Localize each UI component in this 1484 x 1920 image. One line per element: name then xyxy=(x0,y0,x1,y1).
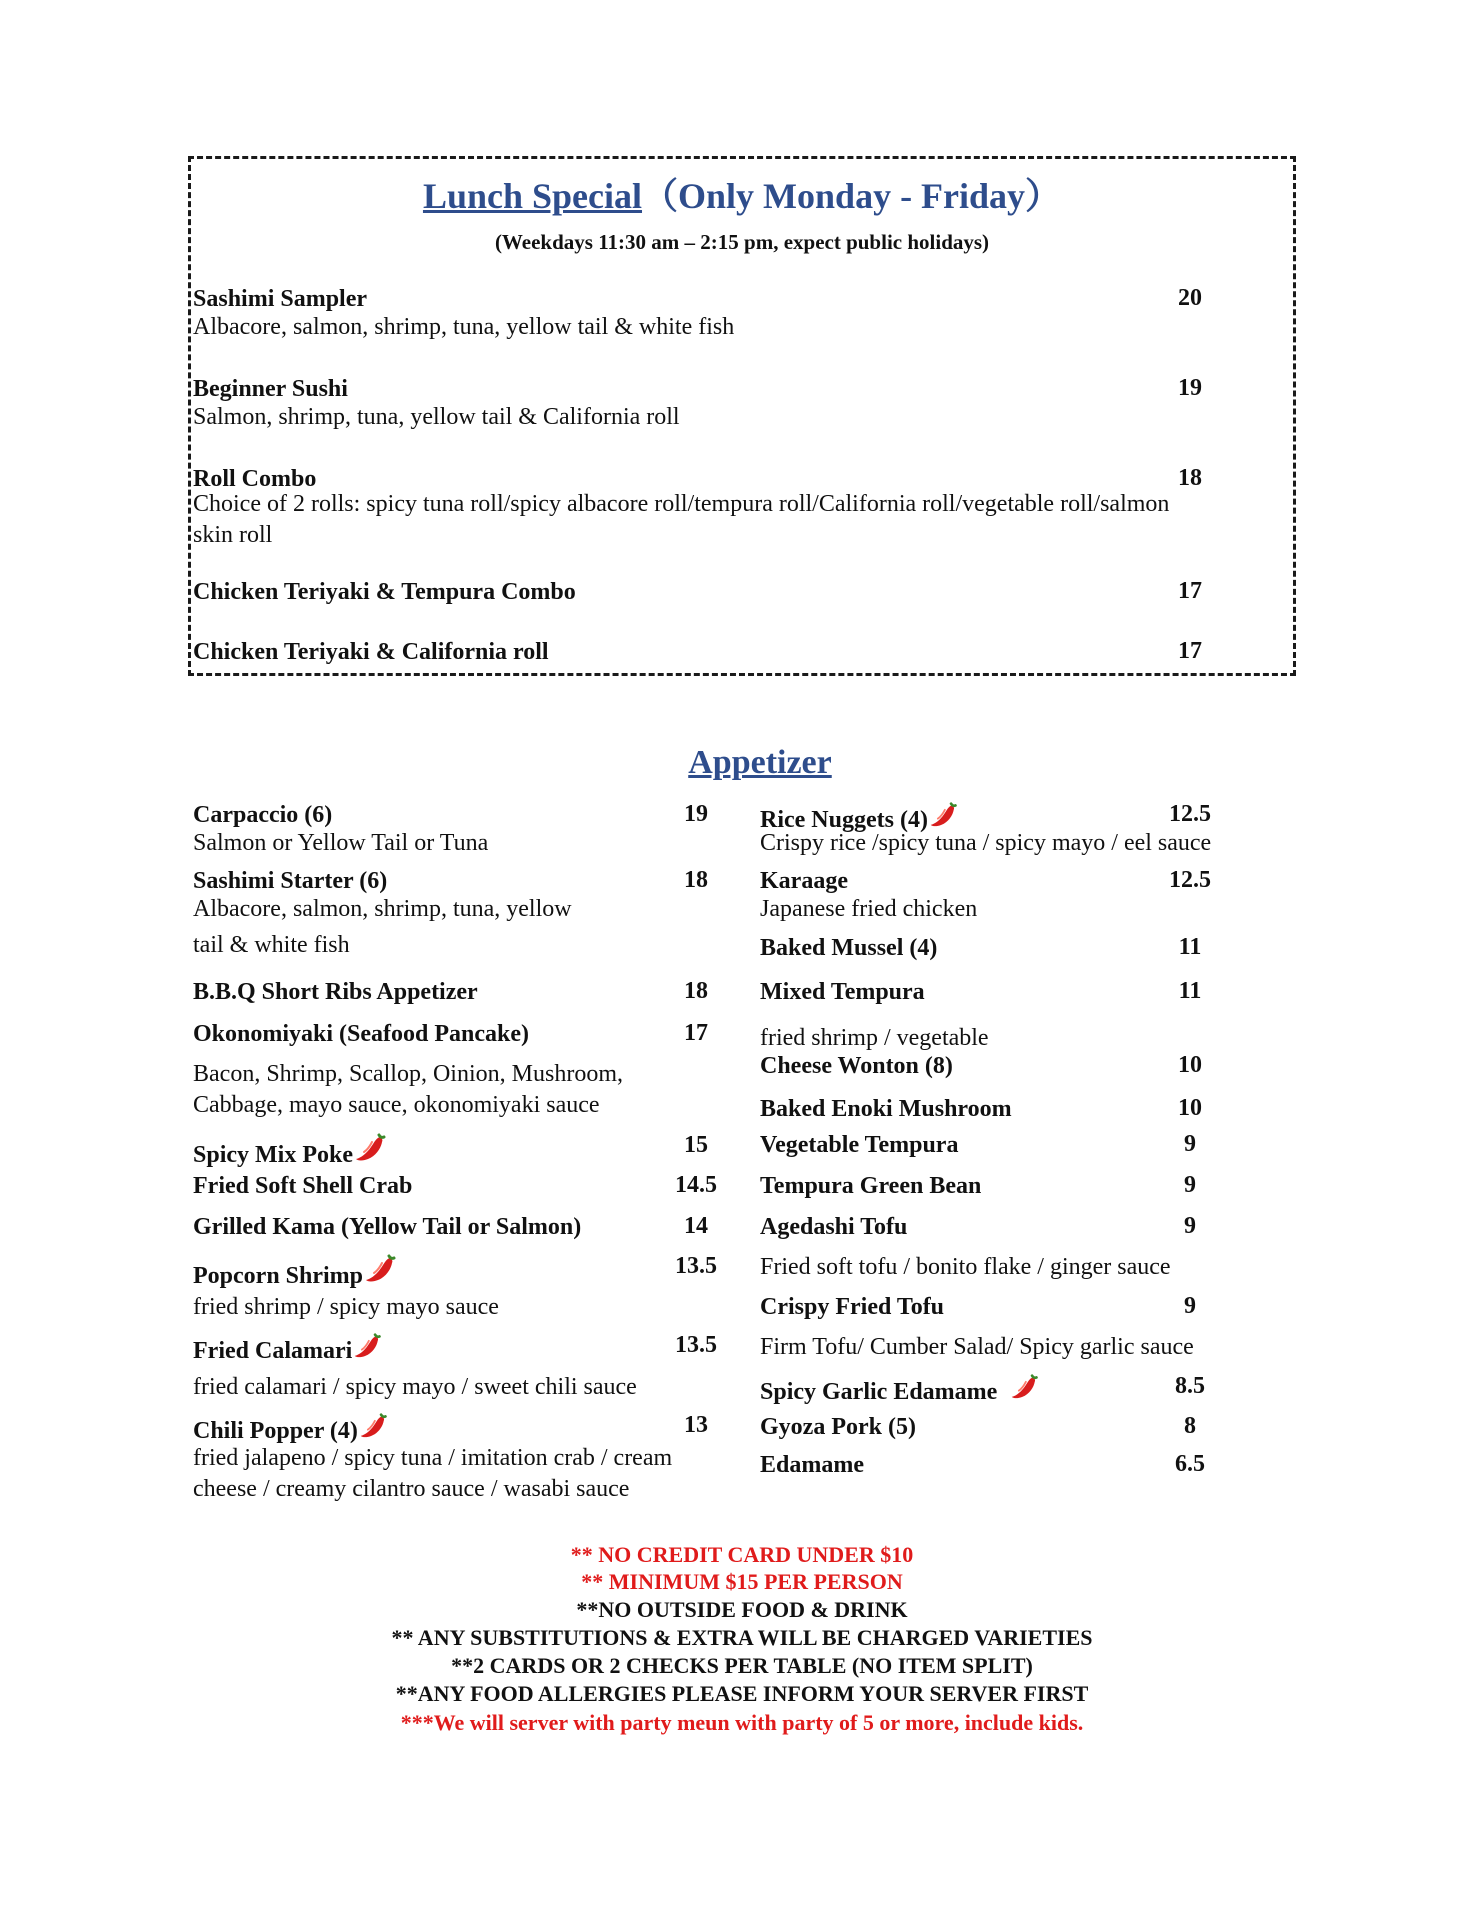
menu-item-name: Baked Mussel (4) xyxy=(760,935,938,961)
menu-item-name: Baked Enoki Mushroom xyxy=(760,1096,1012,1122)
policy-note: ***We will server with party meun with party of 5 or more, include kids. xyxy=(400,1710,1084,1735)
lunch-item-name: Beginner Sushi xyxy=(193,376,348,402)
menu-item-name: Fried Soft Shell Crab xyxy=(193,1173,413,1199)
lunch-item-desc: Choice of 2 rolls: spicy tuna roll/spicy albacore roll/tempura roll/California roll/vegetable roll/salmon xyxy=(193,491,1170,517)
menu-item-desc: Firm Tofu/ Cumber Salad/ Spicy garlic sauce xyxy=(760,1334,1194,1360)
lunch-item-name: Roll Combo xyxy=(193,466,317,492)
menu-item-price: 14 xyxy=(684,1213,708,1239)
lunch-item-desc: Albacore, salmon, shrimp, tuna, yellow tail & white fish xyxy=(193,314,735,340)
lunch-special-title: Lunch Special（Only Monday - Friday） xyxy=(422,176,1062,216)
chili-pepper-icon xyxy=(353,1332,383,1362)
menu-item-name: Fried Calamari xyxy=(193,1332,383,1365)
menu-item-name: Crispy Fried Tofu xyxy=(760,1294,945,1320)
lunch-item-price: 18 xyxy=(1178,465,1202,491)
chili-pepper-icon xyxy=(1010,1373,1040,1403)
menu-item-price: 12.5 xyxy=(1169,867,1211,893)
menu-item-name: B.B.Q Short Ribs Appetizer xyxy=(193,979,478,1005)
menu-item-name: Carpaccio (6) xyxy=(193,802,333,828)
menu-item-desc: Salmon or Yellow Tail or Tuna xyxy=(193,830,489,856)
menu-item-desc: Crispy rice /spicy tuna / spicy mayo / eel sauce xyxy=(760,830,1212,856)
lunch-item-price: 17 xyxy=(1178,578,1202,604)
menu-item-price: 8 xyxy=(1184,1413,1196,1439)
menu-item-price: 9 xyxy=(1184,1293,1196,1319)
lunch-item-price: 20 xyxy=(1178,285,1202,311)
policy-note: ** NO CREDIT CARD UNDER $10 xyxy=(570,1542,914,1567)
menu-item-name: Spicy Garlic Edamame xyxy=(760,1373,1040,1406)
menu-item-name: Popcorn Shrimp xyxy=(193,1253,398,1290)
menu-item-price: 13.5 xyxy=(675,1253,717,1279)
lunch-item-price: 17 xyxy=(1178,638,1202,664)
menu-item-price: 9 xyxy=(1184,1131,1196,1157)
chili-pepper-icon xyxy=(364,1253,398,1287)
menu-item-name: Sashimi Starter (6) xyxy=(193,868,388,894)
lunch-item-name: Chicken Teriyaki & California roll xyxy=(193,639,549,665)
menu-item-name: Rice Nuggets (4) xyxy=(760,801,959,834)
menu-item-desc: Albacore, salmon, shrimp, tuna, yellow xyxy=(193,896,572,922)
menu-item-desc: tail & white fish xyxy=(193,932,350,958)
menu-item-price: 14.5 xyxy=(675,1172,717,1198)
menu-item-name: Grilled Kama (Yellow Tail or Salmon) xyxy=(193,1214,582,1240)
lunch-item-name: Chicken Teriyaki & Tempura Combo xyxy=(193,579,576,605)
menu-item-price: 9 xyxy=(1184,1172,1196,1198)
menu-item-price: 18 xyxy=(684,978,708,1004)
chili-pepper-icon xyxy=(359,1412,389,1442)
menu-item-price: 15 xyxy=(684,1132,708,1158)
menu-item-desc: Bacon, Shrimp, Scallop, Oinion, Mushroom, xyxy=(193,1061,623,1087)
chili-pepper-icon xyxy=(354,1132,388,1166)
lunch-item-desc: Salmon, shrimp, tuna, yellow tail & California roll xyxy=(193,404,680,430)
menu-item-price: 13 xyxy=(684,1412,708,1438)
menu-item-name: Agedashi Tofu xyxy=(760,1214,908,1240)
lunch-special-hours: (Weekdays 11:30 am – 2:15 pm, expect public holidays) xyxy=(494,230,990,254)
menu-item-price: 9 xyxy=(1184,1213,1196,1239)
menu-item-name: Chili Popper (4) xyxy=(193,1412,389,1445)
menu-item-price: 17 xyxy=(684,1020,708,1046)
menu-item-price: 10 xyxy=(1178,1095,1202,1121)
menu-item-price: 11 xyxy=(1178,934,1202,960)
menu-item-desc: fried shrimp / spicy mayo sauce xyxy=(193,1294,499,1320)
policy-note: ** MINIMUM $15 PER PERSON xyxy=(581,1569,903,1594)
lunch-item-name: Sashimi Sampler xyxy=(193,286,368,312)
menu-item-desc: fried shrimp / vegetable xyxy=(760,1025,989,1051)
menu-item-desc: fried jalapeno / spicy tuna / imitation crab / cream xyxy=(193,1445,673,1471)
policy-note: **NO OUTSIDE FOOD & DRINK xyxy=(576,1597,908,1622)
policy-note: **2 CARDS OR 2 CHECKS PER TABLE (NO ITEM SPLIT) xyxy=(451,1653,1033,1678)
menu-item-name: Tempura Green Bean xyxy=(760,1173,982,1199)
menu-item-desc: Japanese fried chicken xyxy=(760,896,978,922)
menu-item-desc: Fried soft tofu / bonito flake / ginger sauce xyxy=(760,1254,1171,1280)
menu-item-name: Gyoza Pork (5) xyxy=(760,1414,916,1440)
menu-item-name: Okonomiyaki (Seafood Pancake) xyxy=(193,1021,530,1047)
menu-item-price: 19 xyxy=(684,801,708,827)
menu-item-name: Edamame xyxy=(760,1452,864,1478)
lunch-item-desc: skin roll xyxy=(193,522,273,548)
menu-item-price: 13.5 xyxy=(675,1332,717,1358)
menu-item-name: Mixed Tempura xyxy=(760,979,925,1005)
policy-note: **ANY FOOD ALLERGIES PLEASE INFORM YOUR SERVER FIRST xyxy=(395,1681,1089,1706)
menu-item-desc: cheese / creamy cilantro sauce / wasabi sauce xyxy=(193,1476,630,1502)
menu-item-name: Vegetable Tempura xyxy=(760,1132,959,1158)
menu-item-price: 11 xyxy=(1178,978,1202,1004)
lunch-item-price: 19 xyxy=(1178,375,1202,401)
appetizer-title: Appetizer xyxy=(688,744,832,781)
menu-item-name: Cheese Wonton (8) xyxy=(760,1053,953,1079)
menu-item-price: 8.5 xyxy=(1175,1373,1205,1399)
menu-item-desc: Cabbage, mayo sauce, okonomiyaki sauce xyxy=(193,1092,600,1118)
menu-item-price: 10 xyxy=(1178,1052,1202,1078)
menu-item-price: 12.5 xyxy=(1169,801,1211,827)
menu-item-price: 18 xyxy=(684,867,708,893)
menu-item-price: 6.5 xyxy=(1175,1451,1205,1477)
menu-item-desc: fried calamari / spicy mayo / sweet chili sauce xyxy=(193,1374,637,1400)
policy-note: ** ANY SUBSTITUTIONS & EXTRA WILL BE CHARGED VARIETIES xyxy=(391,1625,1093,1650)
menu-item-name: Spicy Mix Poke xyxy=(193,1132,388,1169)
chili-pepper-icon xyxy=(929,801,959,831)
menu-item-name: Karaage xyxy=(760,868,848,894)
